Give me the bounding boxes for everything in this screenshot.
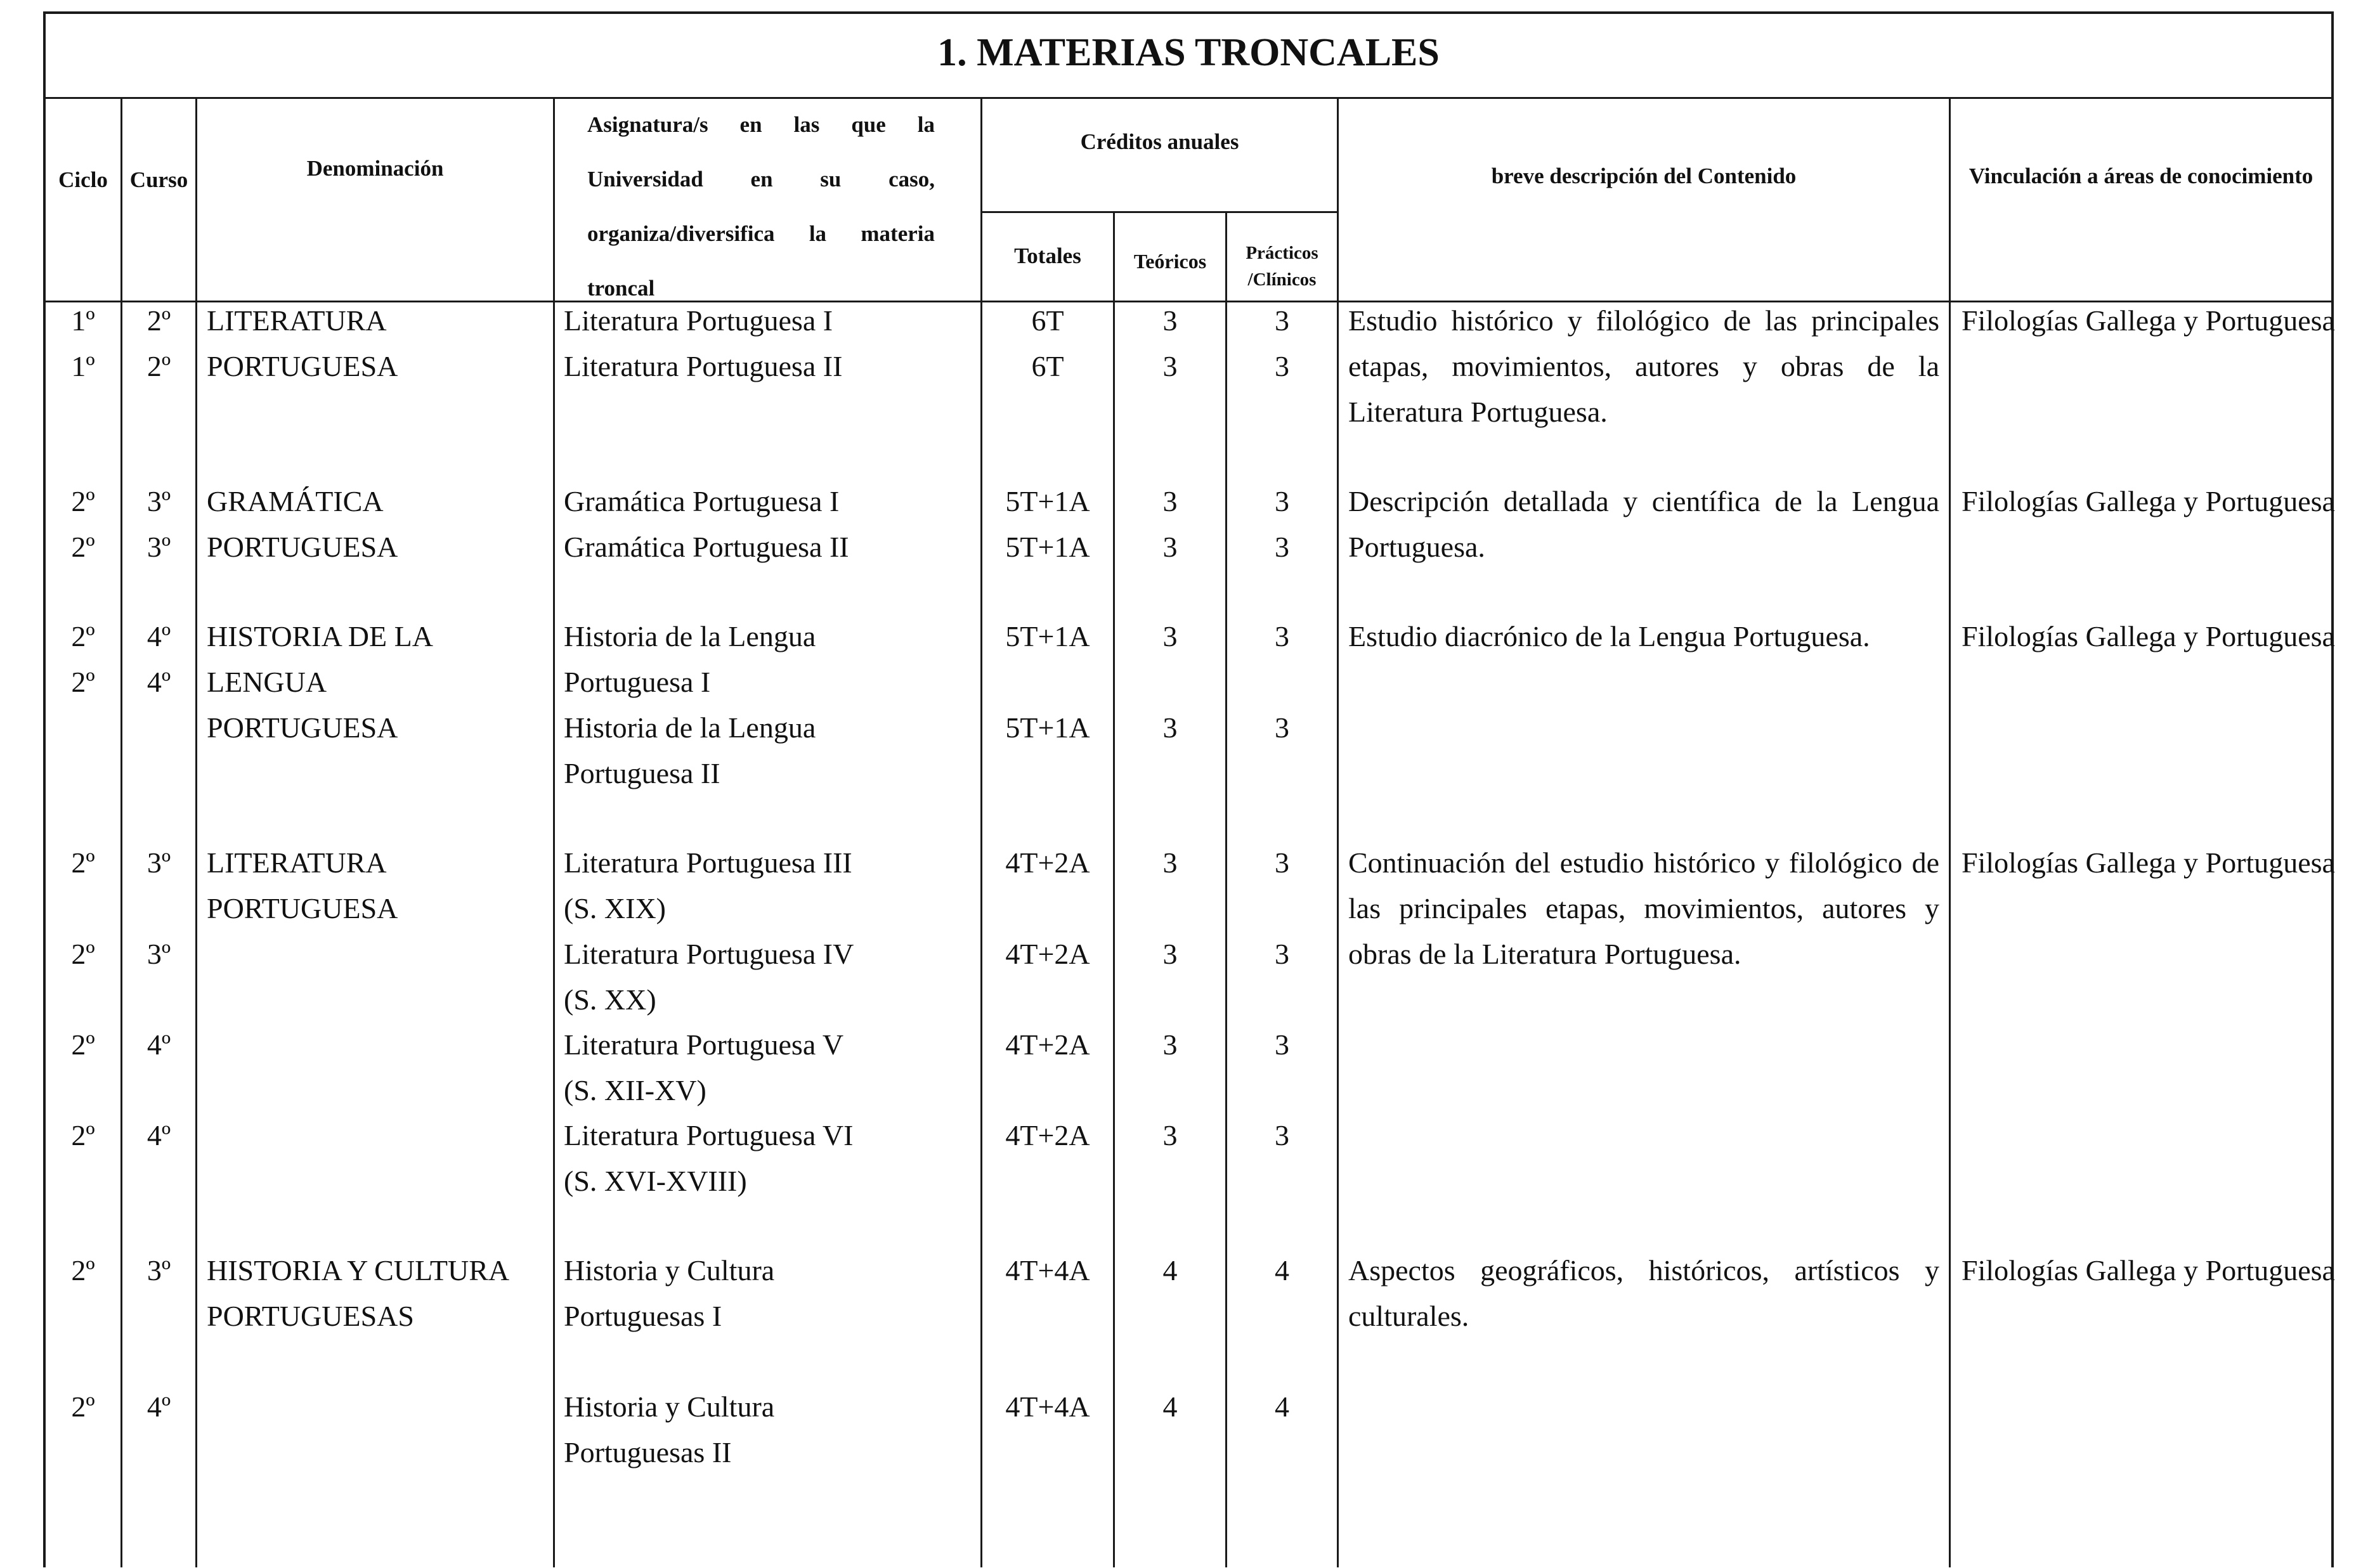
cell-asignatura-line2: Portuguesas II [564, 1436, 732, 1468]
cell-curso: 4º [146, 1119, 171, 1151]
cell-practicos: 4 [1275, 1254, 1289, 1286]
creditos-subheader-divider [980, 211, 1339, 213]
cell-curso: 3º [146, 938, 171, 970]
cell-asignatura: Historia de la Lengua [564, 711, 816, 744]
header-teoricos: Teóricos [1133, 250, 1207, 273]
cell-totales: 5T+1A [1005, 620, 1090, 652]
cell-asignatura-line2: (S. XX) [564, 983, 656, 1016]
cell-teoricos: 3 [1162, 938, 1178, 970]
cell-curso: 4º [146, 1390, 171, 1423]
col-divider-curso [195, 98, 197, 1567]
cell-totales: 4T+2A [1005, 1119, 1090, 1151]
table-top-border [43, 11, 2334, 14]
cell-vinculacion: Filologías Gallega y Portuguesa [1962, 304, 2335, 337]
cell-totales: 6T [1031, 350, 1064, 382]
cell-curso: 4º [146, 1028, 171, 1061]
cell-denominacion: PORTUGUESA [207, 711, 398, 744]
cell-denominacion-line2: PORTUGUESA [207, 892, 398, 924]
cell-totales: 4T+4A [1005, 1390, 1090, 1423]
cell-asignatura: Historia y Cultura [564, 1390, 775, 1423]
cell-descripcion: Continuación del estudio histórico y filológico de las principales etapas, movimientos, autores y obras de la Literatura Portuguesa. [1348, 846, 1939, 970]
col-divider-descripcion [1949, 98, 1951, 1567]
cell-totales: 4T+2A [1005, 846, 1090, 879]
cell-ciclo: 2º [71, 846, 95, 879]
cell-asignatura-line2: (S. XVI-XVIII) [564, 1165, 747, 1197]
cell-teoricos: 3 [1162, 485, 1178, 517]
cell-asignatura-line2: (S. XIX) [564, 892, 666, 924]
header-ciclo: Ciclo [58, 167, 108, 192]
cell-denominacion: LITERATURA [207, 846, 387, 879]
cell-teoricos: 3 [1162, 304, 1178, 337]
cell-ciclo: 2º [71, 666, 95, 698]
cell-ciclo: 2º [71, 938, 95, 970]
cell-practicos: 3 [1275, 938, 1289, 970]
cell-totales: 5T+1A [1005, 711, 1090, 744]
cell-descripcion: Aspectos geográficos, históricos, artísticos y culturales. [1348, 1254, 1939, 1332]
table-left-border [43, 11, 46, 1567]
cell-totales: 5T+1A [1005, 485, 1090, 517]
cell-practicos: 3 [1275, 1119, 1289, 1151]
header-descripcion: breve descripción del Contenido [1491, 164, 1797, 188]
cell-denominacion: HISTORIA DE LA [207, 620, 433, 652]
cell-asignatura: Historia de la Lengua [564, 620, 816, 652]
cell-asignatura-line2: (S. XII-XV) [564, 1074, 706, 1106]
cell-teoricos: 3 [1162, 620, 1178, 652]
cell-ciclo: 2º [71, 620, 95, 652]
cell-denominacion: HISTORIA Y CULTURA [207, 1254, 510, 1286]
cell-asignatura: Literatura Portuguesa III [564, 846, 852, 879]
cell-practicos: 3 [1275, 711, 1289, 744]
cell-curso: 2º [146, 304, 171, 337]
cell-vinculacion: Filologías Gallega y Portuguesa [1962, 1254, 2335, 1286]
cell-curso: 3º [146, 531, 171, 563]
cell-teoricos: 3 [1162, 1028, 1178, 1061]
cell-curso: 3º [146, 846, 171, 879]
cell-totales: 6T [1031, 304, 1064, 337]
cell-practicos: 4 [1275, 1390, 1289, 1423]
cell-curso: 4º [146, 666, 171, 698]
cell-totales: 5T+1A [1005, 531, 1090, 563]
cell-teoricos: 3 [1162, 531, 1178, 563]
cell-descripcion: Descripción detallada y científica de la Lengua Portuguesa. [1348, 485, 1939, 563]
cell-curso: 3º [146, 1254, 171, 1286]
cell-practicos: 3 [1275, 1028, 1289, 1061]
cell-denominacion: PORTUGUESA [207, 350, 398, 382]
cell-asignatura: Historia y Cultura [564, 1254, 775, 1286]
cell-curso: 3º [146, 485, 171, 517]
cell-vinculacion: Filologías Gallega y Portuguesa [1962, 846, 2335, 879]
header-denominacion: Denominación [306, 156, 444, 181]
cell-practicos: 3 [1275, 531, 1289, 563]
cell-descripcion: Estudio diacrónico de la Lengua Portuguesa. [1348, 620, 1870, 652]
cell-teoricos: 3 [1162, 846, 1178, 879]
cell-ciclo: 2º [71, 485, 95, 517]
cell-teoricos: 3 [1162, 350, 1178, 382]
page-title: 1. MATERIAS TRONCALES [937, 31, 1440, 74]
cell-asignatura: Gramática Portuguesa I [564, 485, 840, 517]
cell-asignatura: Literatura Portuguesa IV [564, 938, 854, 970]
col-divider-creditos [1337, 98, 1339, 1567]
cell-ciclo: 2º [71, 1254, 95, 1286]
cell-practicos: 3 [1275, 304, 1289, 337]
cell-practicos: 3 [1275, 620, 1289, 652]
cell-asignatura: Literatura Portuguesa V [564, 1028, 844, 1061]
cell-asignatura: Literatura Portuguesa I [564, 304, 833, 337]
cell-practicos: 3 [1275, 485, 1289, 517]
cell-denominacion: LITERATURA [207, 304, 387, 337]
cell-asignatura-line2: Portuguesas I [564, 1300, 722, 1332]
header-practicos: Prácticos /Clínicos [1246, 243, 1318, 290]
header-asignaturas: Asignatura/s en las que la Universidad en su caso, organiza/diversifica la materia troncal [587, 112, 935, 301]
cell-teoricos: 3 [1162, 1119, 1178, 1151]
cell-denominacion: PORTUGUESA [207, 531, 398, 563]
cell-vinculacion: Filologías Gallega y Portuguesa [1962, 620, 2335, 652]
cell-totales: 4T+2A [1005, 938, 1090, 970]
cell-denominacion-line2: PORTUGUESAS [207, 1300, 414, 1332]
cell-totales: 4T+2A [1005, 1028, 1090, 1061]
cell-teoricos: 4 [1162, 1390, 1178, 1423]
header-curso: Curso [129, 167, 188, 192]
cell-teoricos: 4 [1162, 1254, 1178, 1286]
cell-asignatura: Literatura Portuguesa II [564, 350, 843, 382]
cell-asignatura: Literatura Portuguesa VI [564, 1119, 854, 1151]
cell-practicos: 3 [1275, 846, 1289, 879]
cell-ciclo: 2º [71, 1119, 95, 1151]
title-divider [43, 97, 2334, 99]
cell-asignatura-line2: Portuguesa II [564, 757, 720, 789]
cell-ciclo: 2º [71, 1028, 95, 1061]
cell-practicos: 3 [1275, 350, 1289, 382]
cell-denominacion: GRAMÁTICA [207, 485, 384, 517]
cell-denominacion: LENGUA [207, 666, 327, 698]
cell-descripcion: Estudio histórico y filológico de las principales etapas, movimientos, autores y obras de la Literatura Portuguesa. [1348, 304, 1939, 428]
cell-vinculacion: Filologías Gallega y Portuguesa [1962, 485, 2335, 517]
col-divider-teoricos [1225, 212, 1227, 1567]
cell-teoricos: 3 [1162, 711, 1178, 744]
cell-ciclo: 1º [71, 350, 95, 382]
cell-curso: 4º [146, 620, 171, 652]
cell-totales: 4T+4A [1005, 1254, 1090, 1286]
cell-asignatura: Portuguesa I [564, 666, 711, 698]
header-vinculacion: Vinculación a áreas de conocimiento [1968, 164, 2313, 188]
header-creditos: Créditos anuales [1080, 129, 1239, 154]
cell-ciclo: 2º [71, 1390, 95, 1423]
header-totales: Totales [1014, 243, 1081, 268]
col-divider-denominacion [553, 98, 555, 1567]
cell-asignatura: Gramática Portuguesa II [564, 531, 849, 563]
col-divider-totales [1113, 212, 1115, 1567]
table-right-border [2331, 11, 2334, 1567]
cell-ciclo: 2º [71, 531, 95, 563]
cell-ciclo: 1º [71, 304, 95, 337]
cell-curso: 2º [146, 350, 171, 382]
